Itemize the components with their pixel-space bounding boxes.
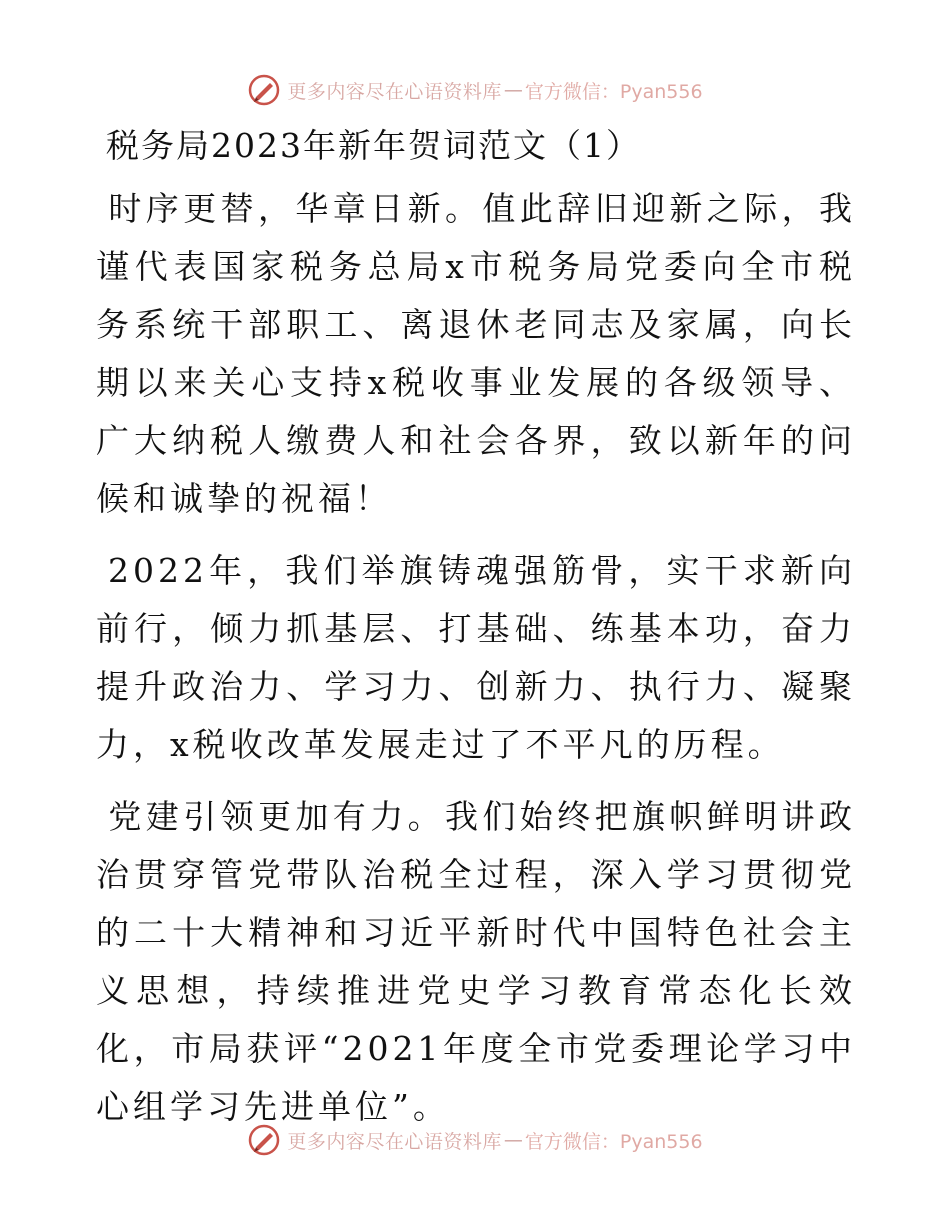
pen-seal-icon (247, 73, 281, 107)
header-watermark (0, 70, 950, 110)
watermark-text: 更多内容尽在心语资料库 (287, 80, 502, 103)
document-title: 税务局2023年新年贺词范文（1） (106, 126, 641, 165)
paragraph-2 (96, 542, 856, 774)
paragraph-1 (96, 180, 856, 528)
watermark-separator: — (503, 1129, 523, 1151)
paragraph-3-text: 党建引领更加有力。我们始终把旗帜鲜明讲政治贯穿管党带队治税全过程，深入学习贯彻党的二十大精神和习近平新时代中国特色社会主义思想，持续推进党史学习教育常态化长效化，市局获评“2021年度全市党委理论学习中心组学习先进单位”。 (96, 797, 856, 1126)
watermark-handle: 官方微信：Pyan556 (524, 1130, 703, 1153)
watermark-separator: — (503, 79, 523, 101)
watermark-handle: 官方微信：Pyan556 (524, 80, 703, 103)
paragraph-3 (96, 788, 856, 1136)
watermark-text: 更多内容尽在心语资料库 (287, 1130, 502, 1153)
pen-seal-icon (247, 1123, 281, 1157)
paragraph-2-text: 2022年，我们举旗铸魂强筋骨，实干求新向前行，倾力抓基层、打基础、练基本功，奋力提升政治力、学习力、创新力、执行力、凝聚力，x税收改革发展走过了不平凡的历程。 (96, 551, 856, 764)
footer-watermark (0, 1120, 950, 1160)
paragraph-1-text: 时序更替，华章日新。值此辞旧迎新之际，我谨代表国家税务总局x市税务局党委向全市税务系统干部职工、离退休老同志及家属，向长期以来关心支持x税收事业发展的各级领导、广大纳税人缴费人和社会各界，致以新年的问候和诚挚的祝福！ (96, 189, 856, 518)
document-body (96, 118, 856, 1150)
